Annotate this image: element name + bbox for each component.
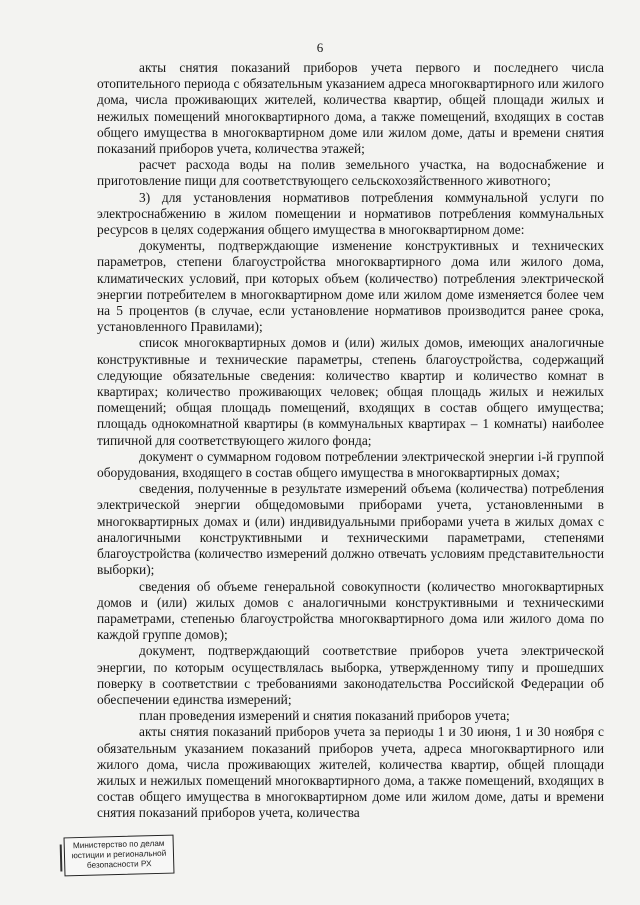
paragraph-measurement-results: сведения, полученные в результате измерений объема (количества) потребления электрической энергии общедомовыми приборами учета, установленными в многоквартирных домах и (или) индивидуальными приборами учета в жилых домах с аналогичными конструктивными и техническими параметрами, степенями благоустройства (количество измерений должно отвечать условиям представительности выборки); xyxy=(97,481,604,578)
paragraph-readings-acts-june-november: акты снятия показаний приборов учета за периоды 1 и 30 июня, 1 и 30 ноября с обязательным указанием показаний приборов учета, адреса многоквартирного или жилого дома, числа проживающих жителей, количества квартир, общей площади жилых и нежилых помещений многоквартирного дома, а также помещений, входящих в состав общего имущества в многоквартирном доме или жилом доме, даты и времени снятия показаний приборов учета, количества xyxy=(97,724,604,821)
stamp-line-3: безопасности РХ xyxy=(86,859,152,870)
paragraph-annual-consumption-document: документ о суммарном годовом потреблении электрической энергии i-й группой оборудования, входящего в состав общего имущества в многоквартирных домах; xyxy=(97,448,604,481)
stamp-line-2: юстиции и региональной xyxy=(71,848,167,861)
paragraph-water-calculation: расчет расхода воды на полив земельного участка, на водоснабжение и приготовление пищи для соответствующего сельскохозяйственного животного; xyxy=(97,157,604,189)
page-number: 6 xyxy=(316,40,324,55)
paragraph-parameter-change-documents: документы, подтверждающие изменение конструктивных и технических параметров, степени благоустройства многоквартирного дома или жилого дома, климатических условий, при которых объем (количество) потребления электрической энергии потребителем в многоквартирном доме или жилом доме изменяется более чем на 5 процентов (в случае, если установление нормативов производится ранее срока, установленного Правилами); xyxy=(97,238,604,335)
paragraph-readings-acts-heating: акты снятия показаний приборов учета первого и последнего числа отопительного периода с обязательным указанием адреса многоквартирного или жилого дома, числа проживающих жителей, количества квартир, общей площади жилых и нежилых помещений многоквартирного дома, а также помещений, входящих в состав общего имущества в многоквартирном доме или жилом доме, даты и времени снятия показаний приборов учета, количества этажей; xyxy=(97,60,604,157)
paragraph-meter-conformity: документ, подтверждающий соответствие приборов учета электрической энергии, по которым осуществлялась выборка, утвержденному типу и прошедших поверку в соответствии с требованиями законодательства Российской Федерации об обеспечении единства измерений; xyxy=(97,643,604,707)
paragraph-measurement-plan: план проведения измерений и снятия показаний приборов учета; xyxy=(139,708,510,724)
paragraph-item-3-electricity: 3) для установления нормативов потребления коммунальной услуги по электроснабжению в жилом помещении и нормативов потребления коммунальных ресурсов в целях содержания общего имущества в многоквартирном доме: xyxy=(97,189,604,238)
stamp-line-1: Министерство по делам xyxy=(72,838,165,851)
document-body xyxy=(97,60,604,822)
ministry-stamp xyxy=(64,835,175,877)
paragraph-building-list: список многоквартирных домов и (или) жилых домов, имеющих аналогичные конструктивные и технические параметры, степень благоустройства, содержащий следующие обязательные сведения: количество квартир и количество комнат в квартирах; количество проживающих человек; общая площадь жилых и нежилых помещений; общая площадь помещений, входящих в состав общего имущества; площадь однокомнатной квартиры (в коммунальных квартирах – 1 комнаты) наиболее типичной для соответствующего жилого фонда; xyxy=(97,335,604,448)
paragraph-population-size: сведения об объеме генеральной совокупности (количество многоквартирных домов и (или) жилых домов с аналогичными конструктивными и техническими параметрами, степенью благоустройства многоквартирного дома или жилого дома по каждой группе домов); xyxy=(97,578,604,643)
stamp-edge-mark xyxy=(60,844,63,871)
